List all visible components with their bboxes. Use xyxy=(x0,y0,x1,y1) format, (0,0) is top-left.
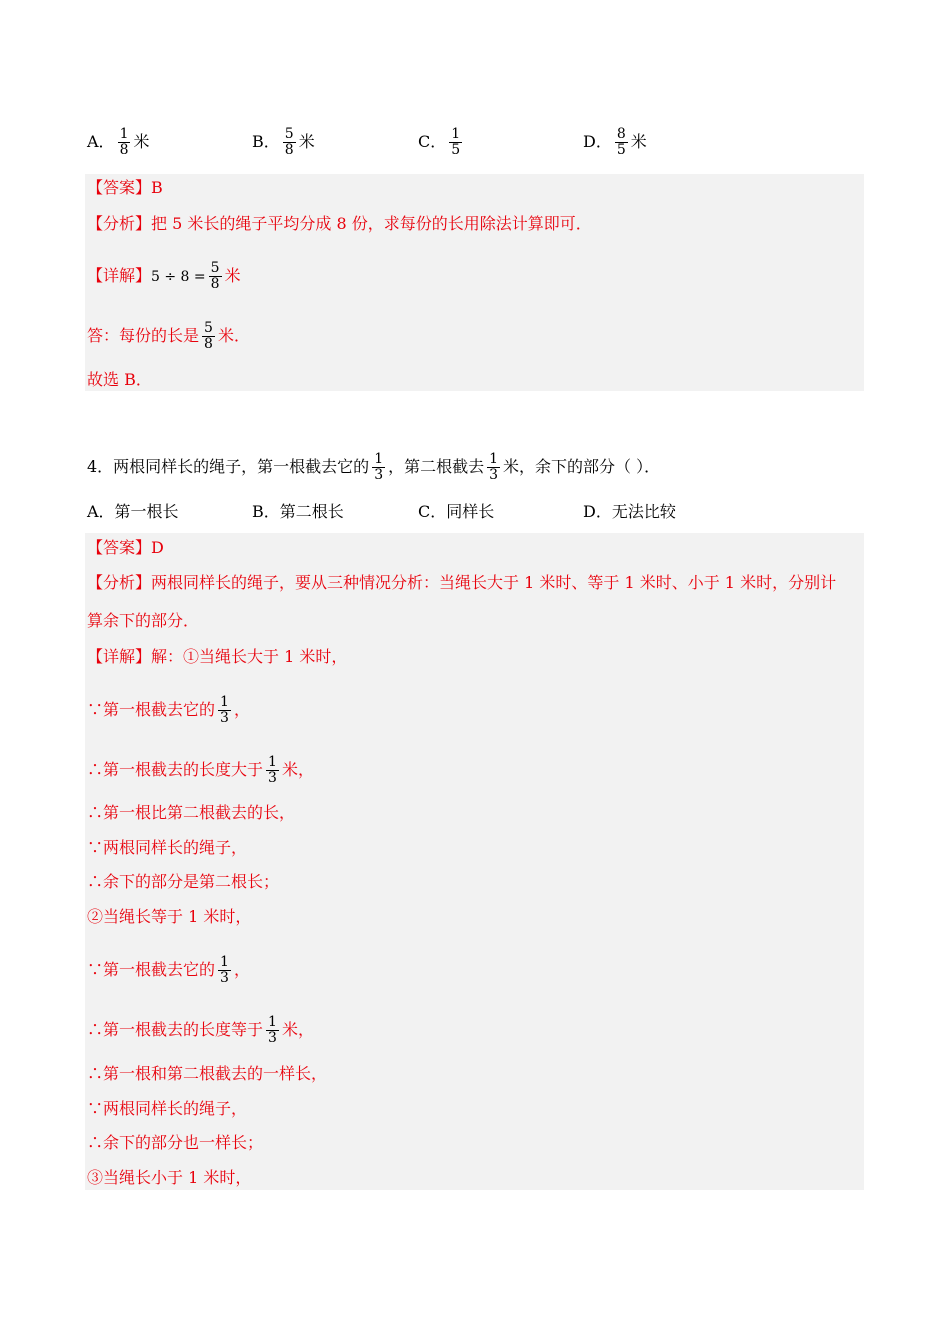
line-text: ∵第一根截去它的 xyxy=(87,960,216,979)
detail-tag: 【详解】 xyxy=(87,647,152,666)
option-c xyxy=(418,127,465,158)
numerator: 1 xyxy=(489,451,499,467)
numerator: 5 xyxy=(284,126,294,142)
fraction xyxy=(266,755,279,786)
denominator: 3 xyxy=(268,770,277,786)
s2-line-2 xyxy=(87,1015,314,1046)
numerator: 5 xyxy=(210,260,220,276)
option-label: B． xyxy=(252,132,280,151)
fraction xyxy=(449,127,462,158)
s1-line-5: ∴余下的部分是第二根长； xyxy=(87,872,280,891)
denominator: 8 xyxy=(210,276,220,292)
line-text: ， xyxy=(233,960,250,979)
q3-detail xyxy=(87,261,241,292)
option-d: D．无法比较 xyxy=(583,502,676,521)
option-a: A．第一根长 xyxy=(87,502,179,521)
numerator: 1 xyxy=(220,954,229,970)
option-label: A． xyxy=(87,132,115,151)
line-text: 米， xyxy=(281,1020,314,1039)
numerator: 1 xyxy=(268,1014,277,1030)
option-d xyxy=(583,127,647,158)
detail-tag: 【详解】 xyxy=(87,266,152,285)
denominator: 5 xyxy=(451,142,461,158)
q4-analysis-cont: 算余下的部分． xyxy=(87,611,200,630)
unit: 米 xyxy=(630,132,647,151)
q3-reply xyxy=(87,321,250,352)
numerator: 1 xyxy=(374,451,384,467)
fraction xyxy=(372,452,385,483)
line-text: ∴第一根截去的长度等于 xyxy=(87,1020,264,1039)
line-text: ∵第一根截去它的 xyxy=(87,700,216,719)
stem-text: ，第二根截去 xyxy=(388,457,485,476)
unit: 米 xyxy=(224,266,241,285)
q4-detail xyxy=(87,647,347,667)
stem-text: 4．两根同样长的绳子，第一根截去它的 xyxy=(87,457,370,476)
denominator: 3 xyxy=(220,970,229,986)
q4-answer xyxy=(87,538,164,558)
analysis-tag: 【分析】 xyxy=(87,573,152,592)
q3-choose: 故选 B． xyxy=(87,370,152,389)
numerator: 5 xyxy=(204,320,213,336)
s3-head: ③当绳长小于 1 米时， xyxy=(87,1168,252,1187)
denominator: 8 xyxy=(284,142,294,158)
option-label: C． xyxy=(418,132,447,151)
option-b xyxy=(252,127,315,158)
reply-text: 答：每份的长是 xyxy=(87,326,200,345)
fraction xyxy=(283,127,296,158)
s1-line-3: ∴第一根比第二根截去的长， xyxy=(87,803,296,822)
s1-line-1 xyxy=(87,695,250,726)
line-text: ， xyxy=(233,700,250,719)
s1-line-2 xyxy=(87,755,314,786)
answer-tag: 【答案】 xyxy=(87,538,152,557)
fraction xyxy=(218,955,231,986)
unit: 米 xyxy=(133,132,150,151)
numerator: 1 xyxy=(268,754,277,770)
fraction xyxy=(218,695,231,726)
reply-text: 米． xyxy=(217,326,250,345)
detail-text: 解：①当绳长大于 1 米时， xyxy=(151,647,348,666)
answer-value: B xyxy=(151,178,163,197)
fraction xyxy=(487,452,500,483)
denominator: 8 xyxy=(119,142,129,158)
option-c: C．同样长 xyxy=(418,502,495,521)
fraction xyxy=(202,321,215,352)
fraction xyxy=(209,261,222,292)
stem-text: 米，余下的部分（ ）． xyxy=(503,457,661,476)
numerator: 8 xyxy=(616,126,626,142)
analysis-tag: 【分析】 xyxy=(87,214,152,233)
unit: 米 xyxy=(298,132,315,151)
s2-line-1 xyxy=(87,955,250,986)
detail-expression: 5 ÷ 8 = xyxy=(151,269,206,285)
option-a xyxy=(87,127,150,158)
s1-line-4: ∵两根同样长的绳子， xyxy=(87,838,248,857)
analysis-text: 两根同样长的绳子，要从三种情况分析：当绳长大于 1 米时、等于 1 米时、小于 1 米时，分别计 xyxy=(151,573,837,592)
s2-line-5: ∴余下的部分也一样长； xyxy=(87,1133,264,1152)
s2-line-3: ∴第一根和第二根截去的一样长， xyxy=(87,1064,328,1083)
q4-solution-box xyxy=(85,533,864,1190)
numerator: 1 xyxy=(451,126,461,142)
option-label: D． xyxy=(583,132,612,151)
analysis-text: 把 5 米长的绳子平均分成 8 份，求每份的长用除法计算即可． xyxy=(151,214,592,233)
denominator: 3 xyxy=(374,467,384,483)
answer-value: D xyxy=(151,538,164,557)
numerator: 1 xyxy=(119,126,129,142)
q4-stem xyxy=(87,452,660,483)
q3-analysis xyxy=(87,214,592,234)
numerator: 1 xyxy=(220,694,229,710)
denominator: 3 xyxy=(489,467,499,483)
s2-head: ②当绳长等于 1 米时， xyxy=(87,907,252,926)
denominator: 3 xyxy=(268,1030,277,1046)
s2-line-4: ∵两根同样长的绳子， xyxy=(87,1099,248,1118)
fraction xyxy=(266,1015,279,1046)
line-text: ∴第一根截去的长度大于 xyxy=(87,760,264,779)
line-text: 米， xyxy=(281,760,314,779)
denominator: 8 xyxy=(204,336,213,352)
denominator: 5 xyxy=(616,142,626,158)
fraction xyxy=(118,127,131,158)
denominator: 3 xyxy=(220,710,229,726)
option-b: B．第二根长 xyxy=(252,502,344,521)
answer-tag: 【答案】 xyxy=(87,178,152,197)
q4-analysis xyxy=(87,573,836,593)
q3-answer xyxy=(87,178,163,198)
fraction xyxy=(615,127,628,158)
